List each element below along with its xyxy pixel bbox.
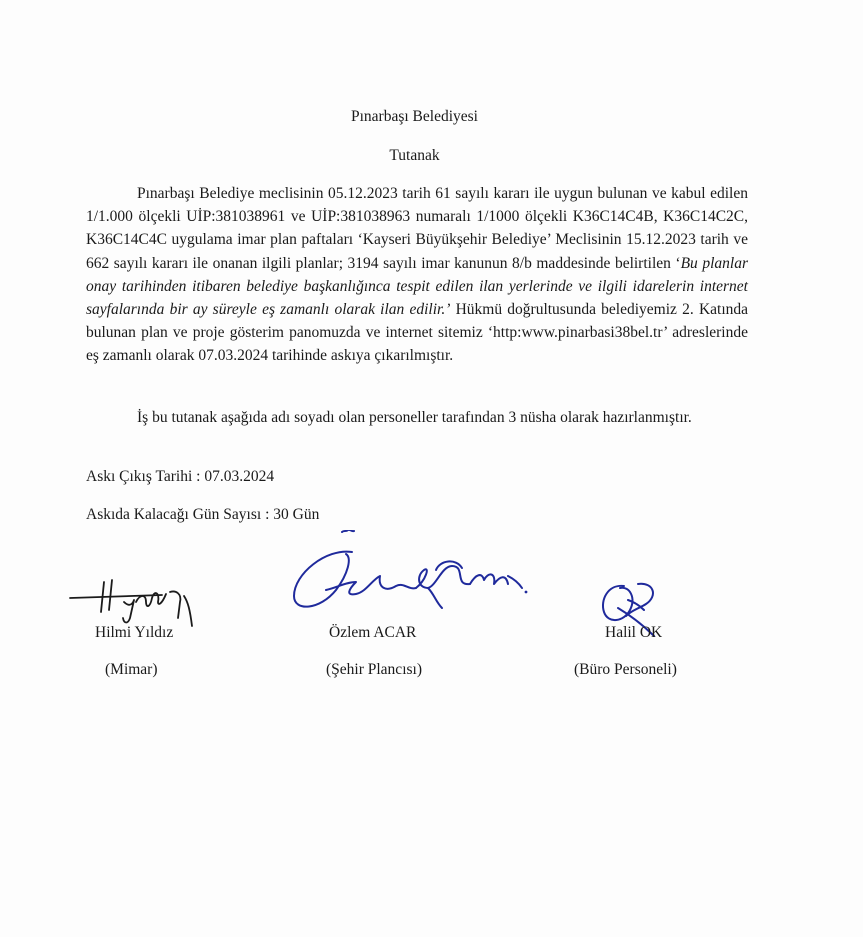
signatory-role-2: (Şehir Plancısı) (326, 661, 422, 678)
main-paragraph-text-a: Pınarbaşı Belediye meclisinin 05.12.2023 tarih 61 sayılı kararı ile uygun bulunan ve kabul edilen 1/1.000 ölçekli UİP:381038961 ve UİP:381038963 numaralı 1/1000 ölçekli K36C14C4B, K36C14C2C, K36C14C4C uygulama imar plan paftaları ‘Kayseri Büyükşehir Belediye’ Meclisinin 15.12.2023 tarih ve 662 sayılı kararı ile onanan ilgili planlar; 3194 sayılı imar kanunun 8/b maddesinde belirtilen ‘ (86, 185, 748, 272)
signatory-role-1: (Mimar) (105, 661, 158, 678)
signatory-name-1: Hilmi Yıldız (95, 624, 174, 641)
signatory-name-3: Halil OK (605, 624, 663, 641)
posting-date-line: Askı Çıkış Tarihi : 07.03.2024 (86, 468, 275, 485)
preparation-paragraph: İş bu tutanak aşağıda adı soyadı olan personeller tarafından 3 nüsha olarak hazırlanmıştır. (137, 409, 692, 426)
institution-title: Pınarbaşı Belediyesi (351, 108, 478, 125)
main-paragraph (86, 182, 748, 368)
signatory-role-3: (Büro Personeli) (574, 661, 677, 678)
document-type-title: Tutanak (389, 147, 440, 164)
posting-duration-line: Askıda Kalacağı Gün Sayısı : 30 Gün (86, 506, 320, 523)
signatory-name-2: Özlem ACAR (329, 624, 417, 641)
main-paragraph-text-b: Hükmü doğrultusunda belediyemiz 2. Katında bulunan plan ve proje gösterim panomuzda ve internet sitemiz ‘http:www.pinarbasi38bel.tr’ adreslerinde eş zamanlı olarak 07.03.2024 tarihinde askıya çıkarılmıştır. (86, 301, 749, 365)
ozlem-acar-signature (286, 530, 536, 618)
law-quote: Bu planlar onay tarihinden itibaren belediye başkanlığınca tespit edilen ilan yerlerinde ve ilgili idarelerin internet sayfalarında bir ay süreyle eş zamanlı olarak ilan edilir.’ (86, 254, 748, 319)
